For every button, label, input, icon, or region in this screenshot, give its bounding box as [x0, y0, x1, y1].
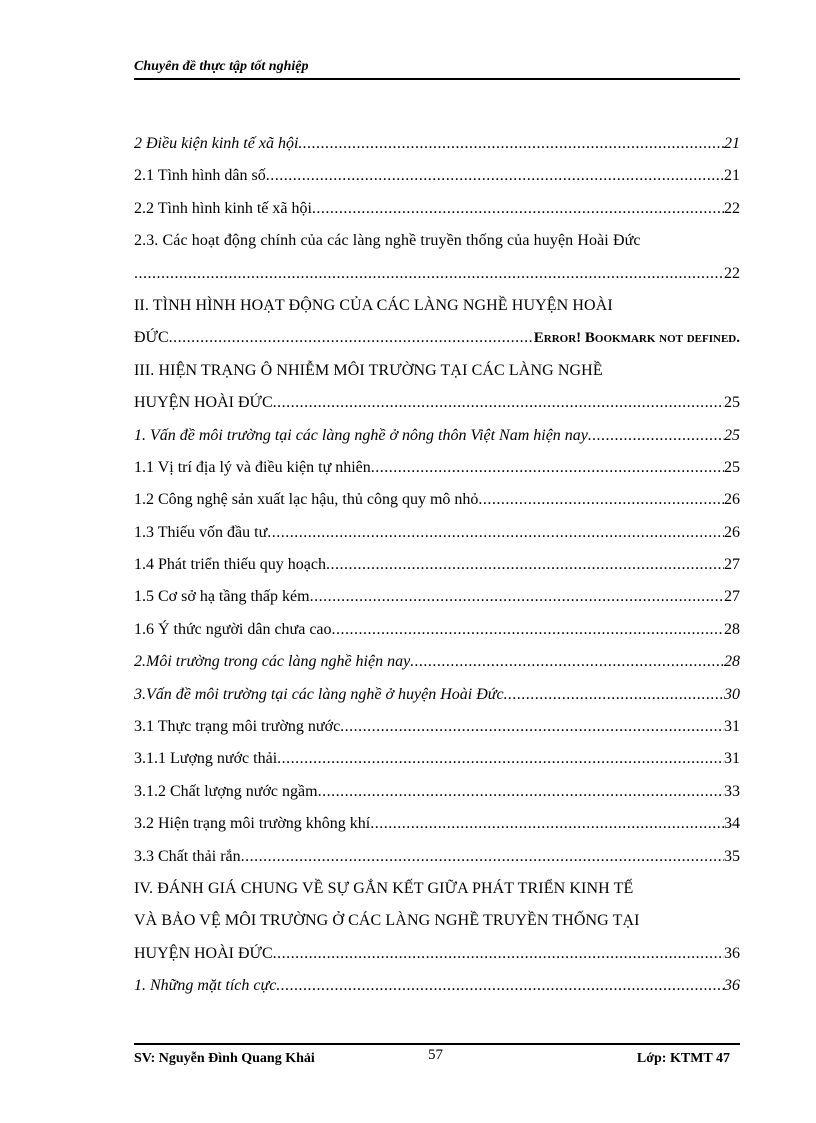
header-rule [134, 78, 740, 80]
toc-leader-dots [298, 128, 724, 160]
toc-entry-label: III. HIỆN TRẠNG Ô NHIỄM MÔI TRƯỜNG TẠI CÁC LÀNG NGHỀ [134, 361, 603, 379]
toc-entry-label: 3.2 Hiện trạng môi trường không khí [134, 815, 371, 833]
toc-entry[interactable] [134, 581, 740, 613]
toc-entry-page: 21 [724, 135, 740, 152]
toc-entry-page: 22 [724, 264, 740, 282]
toc-entry-label: II. TÌNH HÌNH HOẠT ĐỘNG CỦA CÁC LÀNG NGHỀ HUYỆN HOÀI [134, 296, 613, 314]
toc-entry-label: HUYỆN HOÀI ĐỨC [134, 944, 273, 962]
toc-entry-page: 34 [724, 815, 740, 833]
toc-entry-page: 28 [724, 620, 740, 638]
toc-leader-dots [277, 743, 724, 775]
toc-entry-label: 1.4 Phát triển thiếu quy hoạch [134, 556, 326, 574]
toc-leader-dots [371, 452, 724, 484]
toc-entry-page: 25 [724, 394, 740, 412]
toc-entry-page: 36 [724, 944, 740, 962]
toc-entry[interactable] [134, 387, 740, 419]
toc-entry[interactable] [134, 743, 740, 775]
toc-entry-label: 3.Vấn đề môi trường tại các làng nghề ở huyện Hoài Đức [134, 685, 504, 703]
toc-leader-dots [318, 776, 724, 808]
toc-entry-label: 2.3. Các hoạt động chính của các làng nghề truyền thống của huyện Hoài Đức [134, 232, 641, 250]
toc-leader-dots [273, 938, 724, 970]
toc-entry-page: Error! Bookmark not defined. [533, 330, 740, 347]
toc-entry-page: 26 [724, 491, 740, 509]
toc-entry[interactable] [134, 776, 740, 808]
toc-entry[interactable] [134, 808, 740, 840]
toc-leader-dots [312, 193, 724, 225]
toc-entry[interactable] [134, 873, 740, 905]
toc-entry-page: 26 [724, 523, 740, 541]
toc-leader-dots [326, 549, 724, 581]
toc-entry[interactable] [134, 420, 740, 452]
toc-entry-label: ĐỨC [134, 329, 169, 347]
toc-entry-page: 27 [724, 556, 740, 574]
footer-class: Lớp: KTMT 47 [636, 1051, 730, 1066]
toc-entry-label: 3.1.1 Lượng nước thải [134, 750, 278, 768]
toc-entry-page: 35 [724, 847, 740, 865]
toc-entry-label: 3.3 Chất thải rắn [134, 847, 241, 865]
toc-entry-label: 1.6 Ý thức người dân chưa cao [134, 620, 332, 638]
toc-entry[interactable] [134, 614, 740, 646]
toc-entry-label: 3.1.2 Chất lượng nước ngầm [134, 782, 318, 800]
toc-leader-dots [340, 711, 724, 743]
toc-leader-dots [478, 484, 724, 516]
toc-leader-dots [267, 517, 724, 549]
toc-leader-dots [134, 258, 724, 290]
toc-entry[interactable] [134, 193, 740, 225]
toc-entry-label: VÀ BẢO VỆ MÔI TRƯỜNG Ở CÁC LÀNG NGHỀ TRUYỀN THỐNG TẠI [134, 912, 640, 930]
toc-entry[interactable] [134, 128, 740, 160]
page-footer [134, 1043, 740, 1069]
toc-entry-label: 2.2 Tình hình kinh tế xã hội [134, 199, 312, 217]
toc-entry[interactable] [134, 484, 740, 516]
toc-entry[interactable] [134, 711, 740, 743]
page-header [134, 58, 740, 80]
toc-entry-label: 1. Vấn đề môi trường tại các làng nghề ở nông thôn Việt Nam hiện nay [134, 426, 588, 444]
toc-entry-label: HUYỆN HOÀI ĐỨC [134, 394, 273, 412]
toc-entry[interactable] [134, 322, 740, 354]
header-title: Chuyên đề thực tập tốt nghiệp [134, 59, 309, 74]
toc-entry-label: 1.1 Vị trí địa lý và điều kiện tự nhiên [134, 458, 371, 476]
toc-leader-dots [266, 160, 724, 192]
toc-entry-label: 1.3 Thiếu vốn đầu tư [134, 523, 268, 541]
toc-entry[interactable] [134, 290, 740, 322]
table-of-contents [134, 128, 740, 1003]
toc-entry[interactable] [134, 452, 740, 484]
toc-leader-dots [273, 387, 724, 419]
footer-student: SV: Nguyễn Đình Quang Khải [134, 1051, 315, 1066]
toc-entry[interactable] [134, 517, 740, 549]
toc-entry[interactable] [134, 646, 740, 678]
toc-entry[interactable] [134, 905, 740, 937]
toc-entry-label: 3.1 Thực trạng môi trường nước [134, 718, 341, 736]
toc-entry-page: 30 [724, 685, 740, 703]
toc-entry-page: 27 [724, 588, 740, 606]
toc-leader-dots [588, 420, 724, 452]
toc-leader-dots [310, 581, 724, 613]
toc-leader-dots [370, 808, 724, 840]
toc-entry-page: 25 [724, 426, 740, 444]
toc-entry-page: 25 [724, 458, 740, 476]
toc-entry[interactable] [134, 938, 740, 970]
toc-leader-dots [332, 614, 724, 646]
toc-entry[interactable] [134, 225, 740, 257]
toc-entry-label: 2.1 Tình hình dân số [134, 167, 266, 185]
toc-entry-page: 22 [724, 199, 740, 217]
toc-entry-page: 21 [724, 167, 740, 185]
toc-entry[interactable] [134, 355, 740, 387]
footer-page-number: 57 [428, 1047, 443, 1063]
toc-leader-dots [276, 970, 724, 1002]
toc-entry[interactable] [134, 679, 740, 711]
toc-leader-dots [169, 322, 534, 354]
toc-entry[interactable] [134, 841, 740, 873]
toc-entry-page: 36 [724, 977, 740, 995]
toc-entry[interactable] [134, 160, 740, 192]
toc-entry[interactable] [134, 970, 740, 1002]
toc-entry-label: 2.Môi trường trong các làng nghề hiện nay [134, 653, 411, 671]
toc-entry-page: 31 [724, 750, 740, 768]
toc-entry-page: 28 [724, 653, 740, 671]
toc-entry-label: 1. Những mặt tích cực [134, 977, 277, 995]
toc-entry[interactable] [134, 258, 740, 290]
toc-entry-label: IV. ĐÁNH GIÁ CHUNG VỀ SỰ GẮN KẾT GIỮA PHÁT TRIỂN KINH TẾ [134, 879, 634, 897]
toc-entry-label: 1.2 Công nghệ sản xuất lạc hậu, thủ công quy mô nhỏ [134, 491, 479, 509]
toc-leader-dots [241, 841, 724, 873]
toc-entry-label: 2 Điều kiện kinh tế xã hội [134, 135, 299, 152]
toc-entry[interactable] [134, 549, 740, 581]
toc-entry-page: 31 [724, 718, 740, 736]
toc-entry-page: 33 [724, 782, 740, 800]
toc-entry-label: 1.5 Cơ sở hạ tầng thấp kém [134, 588, 310, 606]
toc-leader-dots [410, 646, 724, 678]
toc-leader-dots [504, 679, 724, 711]
